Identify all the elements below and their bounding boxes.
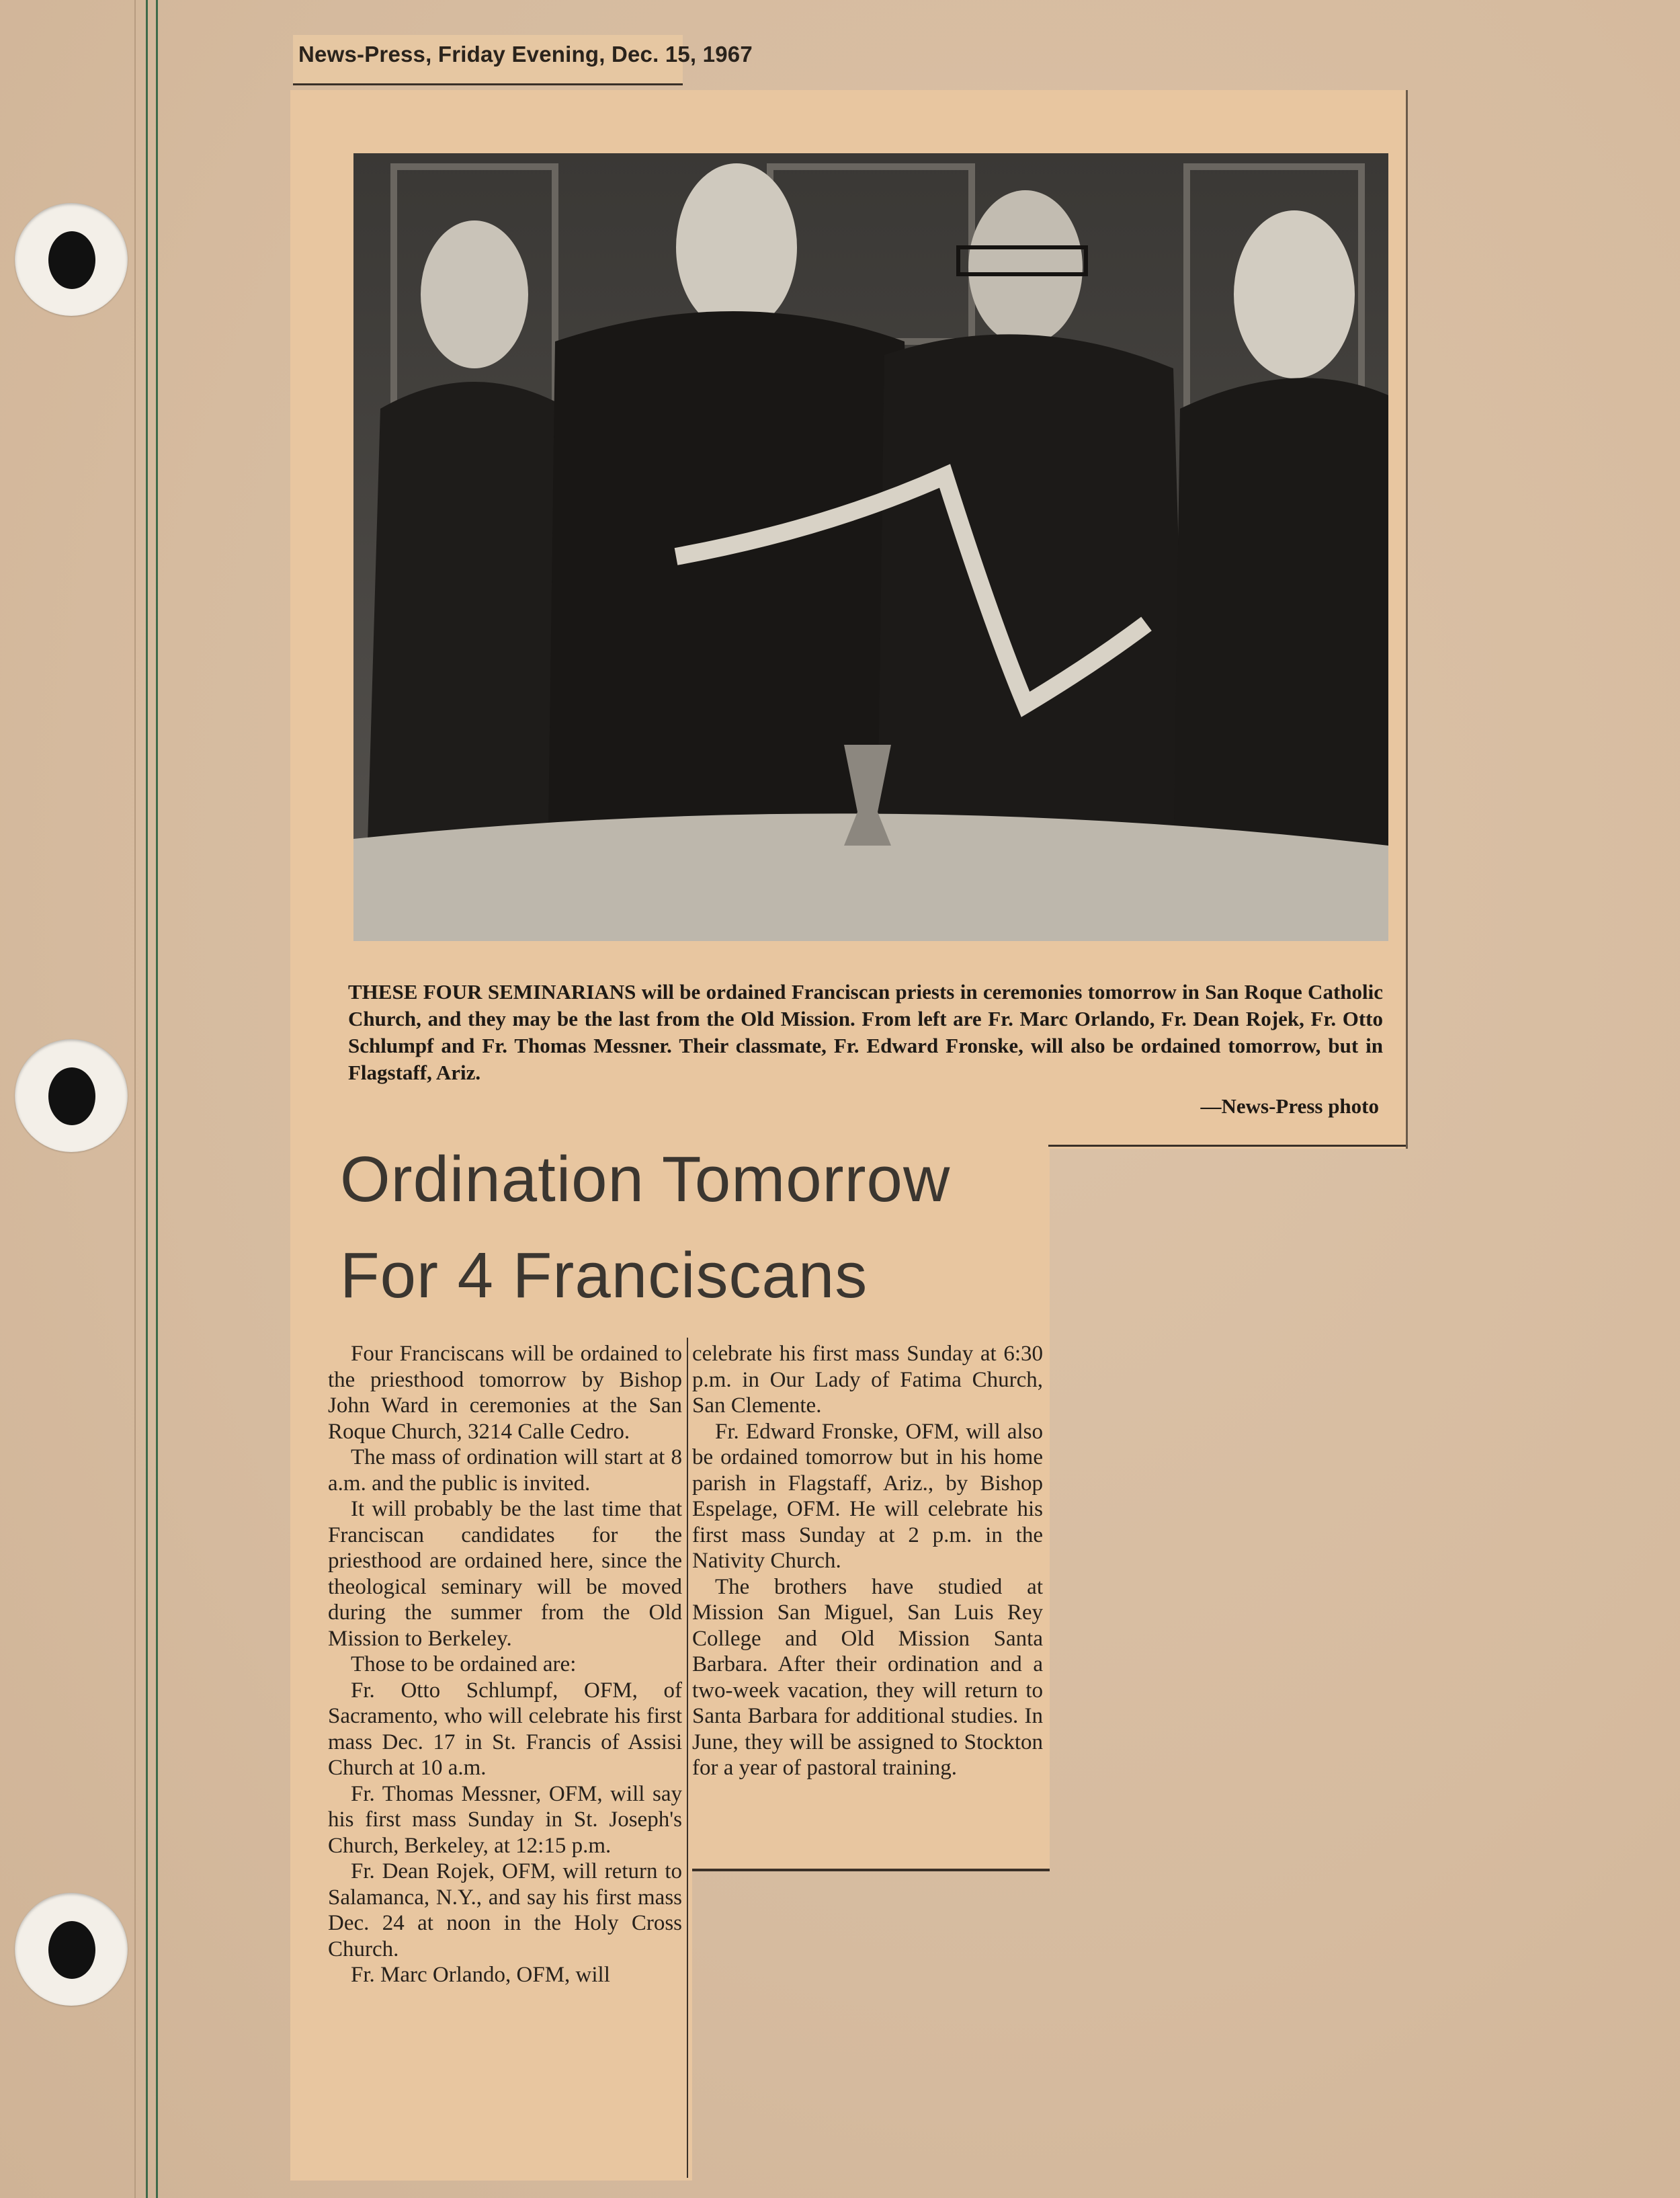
seminarians-photo — [353, 153, 1388, 941]
headline-line-2: For 4 Franciscans — [340, 1239, 868, 1311]
column-2-end-rule — [692, 1869, 1050, 1871]
paragraph: celebrate his first mass Sunday at 6:30 p.m. in Our Lady of Fatima Church, San Clemente. — [692, 1342, 1043, 1418]
article-column-1 — [328, 1341, 682, 1988]
paragraph: Fr. Marc Orlando, OFM, will — [351, 1963, 610, 1987]
photo-caption: THESE FOUR SEMINARIANS will be ordained Franciscan priests in ceremonies tomorrow in San Roque Catholic Church, and they may be the last from the Old Mission. From left are Fr. Marc Orlando, Fr. Dean Rojek, Fr. Otto Schlumpf and Fr. Thomas Messner. Their classmate, Fr. Edward Fronske, will also be ordained tomorrow, but in Flagstaff, Ariz. — [348, 980, 1383, 1084]
dateline-clipping — [293, 35, 753, 85]
paragraph: It will probably be the last time that Franciscan candidates for the priesthood are ordained here, since the theological seminary will be moved during the summer from the Old Mission to Berkeley. — [328, 1497, 682, 1651]
green-stripe-right — [156, 0, 158, 2198]
paragraph: The mass of ordination will start at 8 a.m. and the public is invited. — [328, 1445, 682, 1496]
paragraph: Fr. Otto Schlumpf, OFM, of Sacramento, who will celebrate his first mass Dec. 17 in St. Francis of Assisi Church at 10 a.m. — [328, 1678, 682, 1780]
paragraph: Fr. Dean Rojek, OFM, will return to Salamanca, N.Y., and say his first mass Dec. 24 at noon in the Holy Cross Church. — [328, 1859, 682, 1961]
green-stripe-left — [146, 0, 148, 2198]
binder-hole-middle — [15, 1039, 128, 1152]
dateline: News-Press, Friday Evening, Dec. 15, 1967 — [298, 42, 753, 67]
binder-hole-bottom — [15, 1893, 128, 2006]
caption-rule — [1048, 1145, 1406, 1147]
paragraph: Four Franciscans will be ordained to the priesthood tomorrow by Bishop John Ward in ceremonies at the San Roque Church, 3214 Calle Cedro. — [328, 1342, 682, 1444]
article-column-2 — [692, 1341, 1043, 1781]
column-divider — [687, 1338, 688, 2178]
paragraph: Fr. Edward Fronske, OFM, will also be ordained tomorrow but in his home parish in Flagstaff, Ariz., by Bishop Espelage, OFM. He will celebrate his first mass Sunday at 2 p.m. in the Nativity Church. — [692, 1419, 1043, 1573]
news-photo — [353, 153, 1388, 941]
paragraph: Fr. Thomas Messner, OFM, will say his first mass Sunday in St. Joseph's Church, Berkeley, at 12:15 p.m. — [328, 1781, 682, 1858]
binder-hole-top — [15, 203, 128, 316]
photo-credit: —News-Press photo — [1200, 1094, 1379, 1118]
binder-fold — [134, 0, 136, 2198]
paragraph: Those to be ordained are: — [351, 1652, 577, 1676]
paragraph: The brothers have studied at Mission San Miguel, San Luis Rey College and Old Mission Santa Barbara. After their ordination and a two-week vacation, they will return to Santa Barbara for additional studies. In June, they will be assigned to Stockton for a year of pastoral training. — [692, 1574, 1043, 1780]
headline-line-1: Ordination Tomorrow — [340, 1143, 951, 1215]
